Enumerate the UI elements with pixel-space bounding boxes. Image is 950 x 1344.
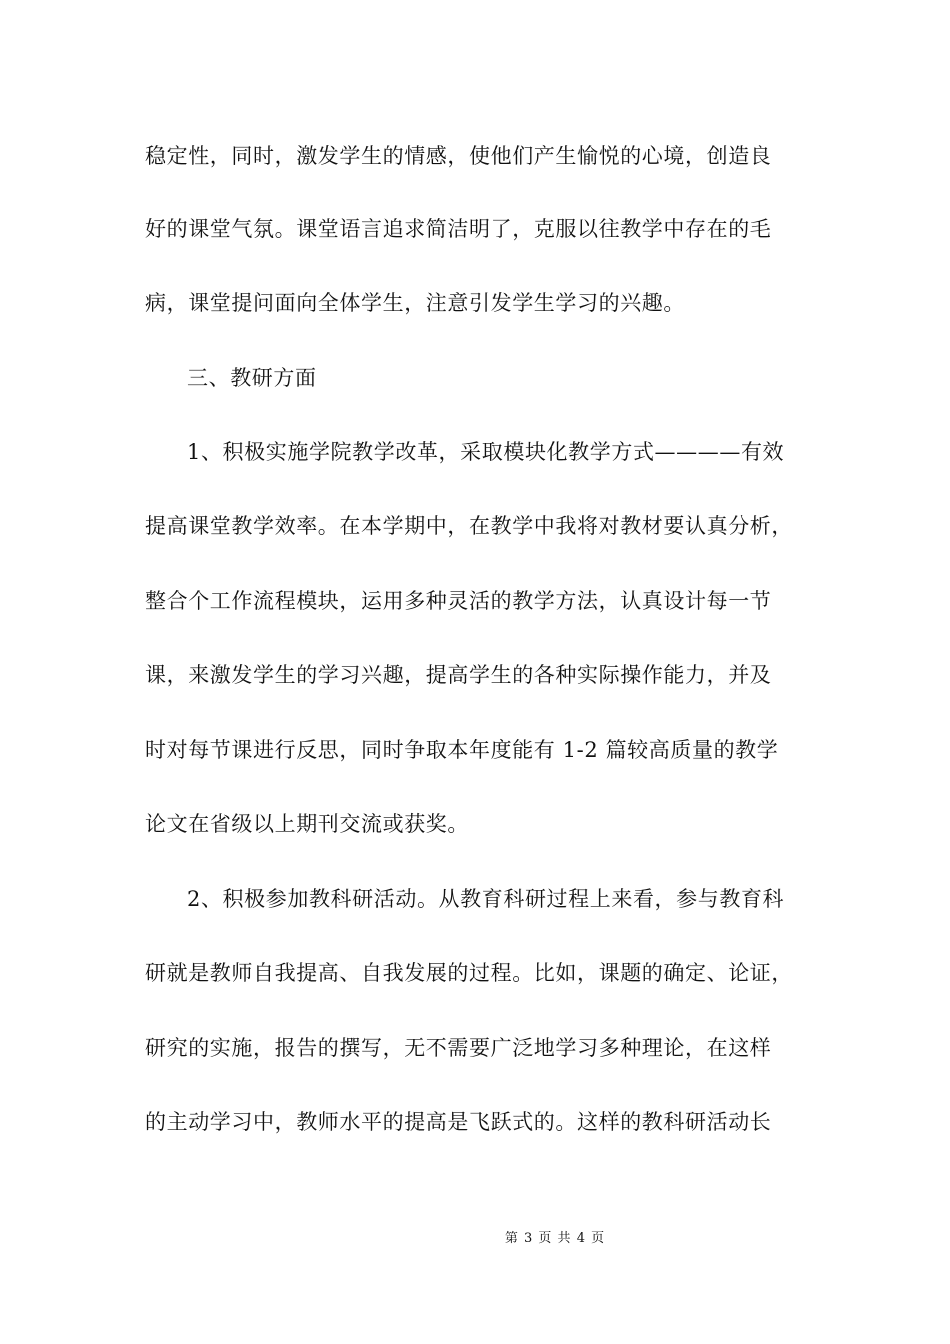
text-line: 2、积极参加教科研活动。从教育科研过程上来看，参与教育科: [187, 887, 785, 911]
text-line: 1、积极实施学院教学改革，采取模块化教学方式————有效: [187, 440, 785, 464]
text-line: 研就是教师自我提高、自我发展的过程。比如，课题的确定、论证，: [145, 961, 793, 985]
text-line: 研究的实施，报告的撰写，无不需要广泛地学习多种理论，在这样: [145, 1036, 772, 1060]
text-line: 整合个工作流程模块，运用多种灵活的教学方法，认真设计每一节: [145, 589, 772, 613]
text-line: 病，课堂提问面向全体学生，注意引发学生学习的兴趣。: [145, 291, 685, 315]
text-line: 时对每节课进行反思，同时争取本年度能有 1-2 篇较高质量的教学: [145, 738, 779, 762]
text-line: 提高课堂教学效率。在本学期中，在教学中我将对教材要认真分析，: [145, 514, 793, 538]
text-line: 课，来激发学生的学习兴趣，提高学生的各种实际操作能力，并及: [145, 663, 772, 687]
page-number-footer: 第 3 页 共 4 页: [504, 1231, 606, 1246]
text-line: 稳定性，同时，激发学生的情感，使他们产生愉悦的心境，创造良: [145, 144, 772, 168]
text-line: 论文在省级以上期刊交流或获奖。: [145, 812, 469, 836]
text-line: 的主动学习中，教师水平的提高是飞跃式的。这样的教科研活动长: [145, 1110, 772, 1134]
text-line: 好的课堂气氛。课堂语言追求简洁明了，克服以往教学中存在的毛: [145, 217, 772, 241]
section-heading: 三、教研方面: [187, 366, 317, 390]
